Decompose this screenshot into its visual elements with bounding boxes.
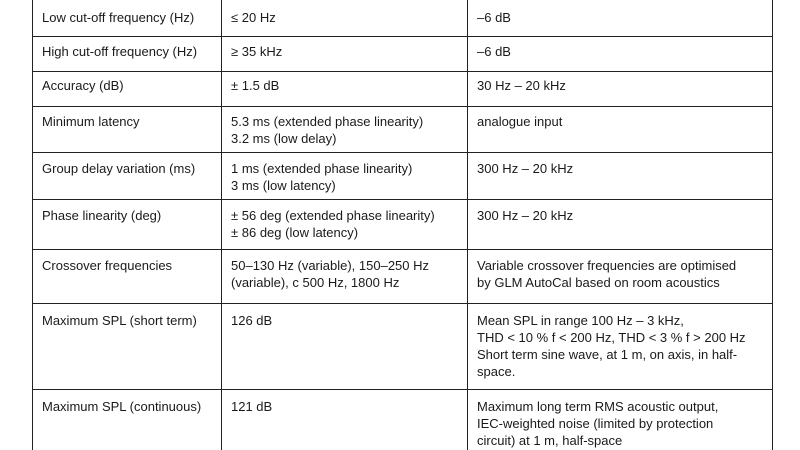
table-row (33, 390, 773, 450)
value-cell: 5.3 ms (extended phase linearity) 3.2 ms (low delay) (222, 107, 468, 153)
parameter-cell: High cut-off frequency (Hz) (33, 37, 222, 72)
condition-cell: Variable crossover frequencies are optimised by GLM AutoCal based on room acoustics (468, 250, 773, 304)
condition-cell: 30 Hz – 20 kHz (468, 72, 773, 107)
table-row (33, 304, 773, 390)
parameter-cell: Phase linearity (deg) (33, 200, 222, 250)
table-row (33, 107, 773, 153)
condition-cell: analogue input (468, 107, 773, 153)
table-row (33, 250, 773, 304)
parameter-cell: Maximum SPL (continuous) (33, 390, 222, 450)
condition-cell: –6 dB (468, 0, 773, 37)
table-row (33, 72, 773, 107)
parameter-cell: Minimum latency (33, 107, 222, 153)
condition-cell: 300 Hz – 20 kHz (468, 200, 773, 250)
value-cell: ± 1.5 dB (222, 72, 468, 107)
table-row (33, 37, 773, 72)
value-cell: 50–130 Hz (variable), 150–250 Hz (variable), c 500 Hz, 1800 Hz (222, 250, 468, 304)
value-cell: 121 dB (222, 390, 468, 450)
parameter-cell: Low cut-off frequency (Hz) (33, 0, 222, 37)
parameter-cell: Accuracy (dB) (33, 72, 222, 107)
value-cell: ≥ 35 kHz (222, 37, 468, 72)
spec-table (32, 0, 773, 450)
condition-cell: Mean SPL in range 100 Hz – 3 kHz, THD < 10 % f < 200 Hz, THD < 3 % f > 200 Hz Short term sine wave, at 1 m, on axis, in half- space. (468, 304, 773, 390)
table-row (33, 153, 773, 200)
table-row (33, 200, 773, 250)
value-cell: 1 ms (extended phase linearity) 3 ms (low latency) (222, 153, 468, 200)
value-cell: ≤ 20 Hz (222, 0, 468, 37)
condition-cell: –6 dB (468, 37, 773, 72)
parameter-cell: Crossover frequencies (33, 250, 222, 304)
table-row (33, 0, 773, 37)
value-cell: 126 dB (222, 304, 468, 390)
value-cell: ± 56 deg (extended phase linearity) ± 86 deg (low latency) (222, 200, 468, 250)
condition-cell: 300 Hz – 20 kHz (468, 153, 773, 200)
parameter-cell: Maximum SPL (short term) (33, 304, 222, 390)
condition-cell: Maximum long term RMS acoustic output, IEC-weighted noise (limited by protection circuit) at 1 m, half-space (468, 390, 773, 450)
parameter-cell: Group delay variation (ms) (33, 153, 222, 200)
